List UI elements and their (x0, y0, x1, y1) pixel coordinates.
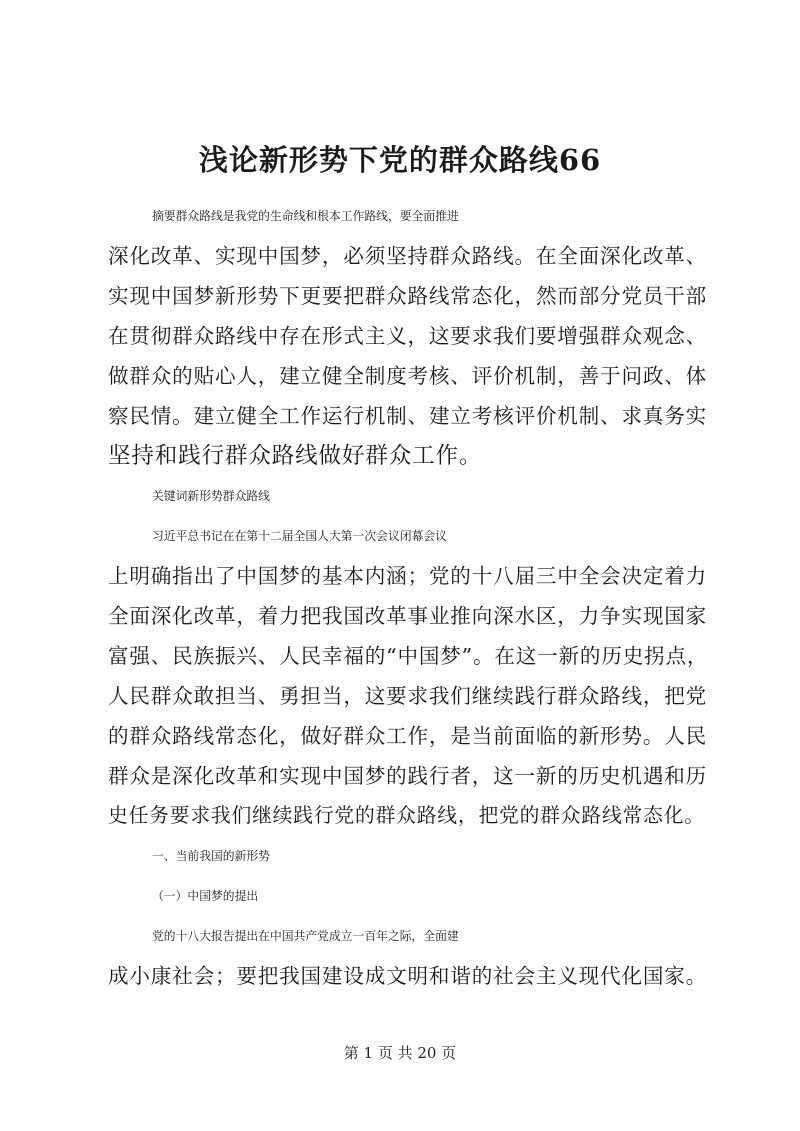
body-line: 史任务要求我们继续践行党的群众路线，把党的群众路线常态化。 (108, 804, 705, 827)
abstract-line: 摘要群众路线是我党的生命线和根本工作路线，要全面推进 (152, 209, 459, 223)
body-line: 富强、民族振兴、人民幸福的“中国梦”。在这一新的历史拐点， (108, 644, 709, 668)
body-line: 全面深化改革，着力把我国改革事业推向深水区，力争实现国家 (108, 604, 708, 628)
abstract-line: 实现中国梦新形势下更要把群众路线常态化，然而部分党员干部 (108, 284, 708, 308)
page-footer: 第 1 页 共 20 页 (343, 1044, 457, 1062)
body-line: 群众是深化改革和实现中国梦的践行者，这一新的历史机遇和历 (108, 764, 708, 788)
body-line: 的群众路线常态化，做好群众工作，是当前面临的新形势。人民 (108, 724, 708, 748)
section-heading: 一、当前我国的新形势 (152, 849, 270, 863)
body-line: 习近平总书记在在第十二届全国人大第一次会议闭幕会议 (152, 529, 447, 543)
subsection-heading: （一）中国梦的提出 (152, 889, 259, 903)
abstract-line: 察民情。建立健全工作运行机制、建立考核评价机制、求真务实 (108, 404, 708, 428)
abstract-line: 做群众的贴心人，建立健全制度考核、评价机制，善于问政、体 (108, 364, 708, 388)
abstract-line: 在贯彻群众路线中存在形式主义，这要求我们要增强群众观念、 (108, 324, 708, 348)
body-line: 人民群众敢担当、勇担当，这要求我们继续践行群众路线，把党 (108, 684, 708, 708)
document-title: 浅论新形势下党的群众路线66 (198, 143, 602, 177)
keywords-line: 关键词新形势群众路线 (152, 489, 270, 503)
body-line: 成小康社会；要把我国建设成文明和谐的社会主义现代化国家。 (108, 964, 708, 988)
abstract-line: 深化改革、实现中国梦，必须坚持群众路线。在全面深化改革、 (108, 244, 708, 268)
abstract-line: 坚持和践行群众路线做好群众工作。 (108, 443, 483, 469)
body-line: 党的十八大报告提出在中国共产党成立一百年之际，全面建 (152, 929, 459, 943)
body-line: 上明确指出了中国梦的基本内涵；党的十八届三中全会决定着力 (108, 564, 708, 588)
